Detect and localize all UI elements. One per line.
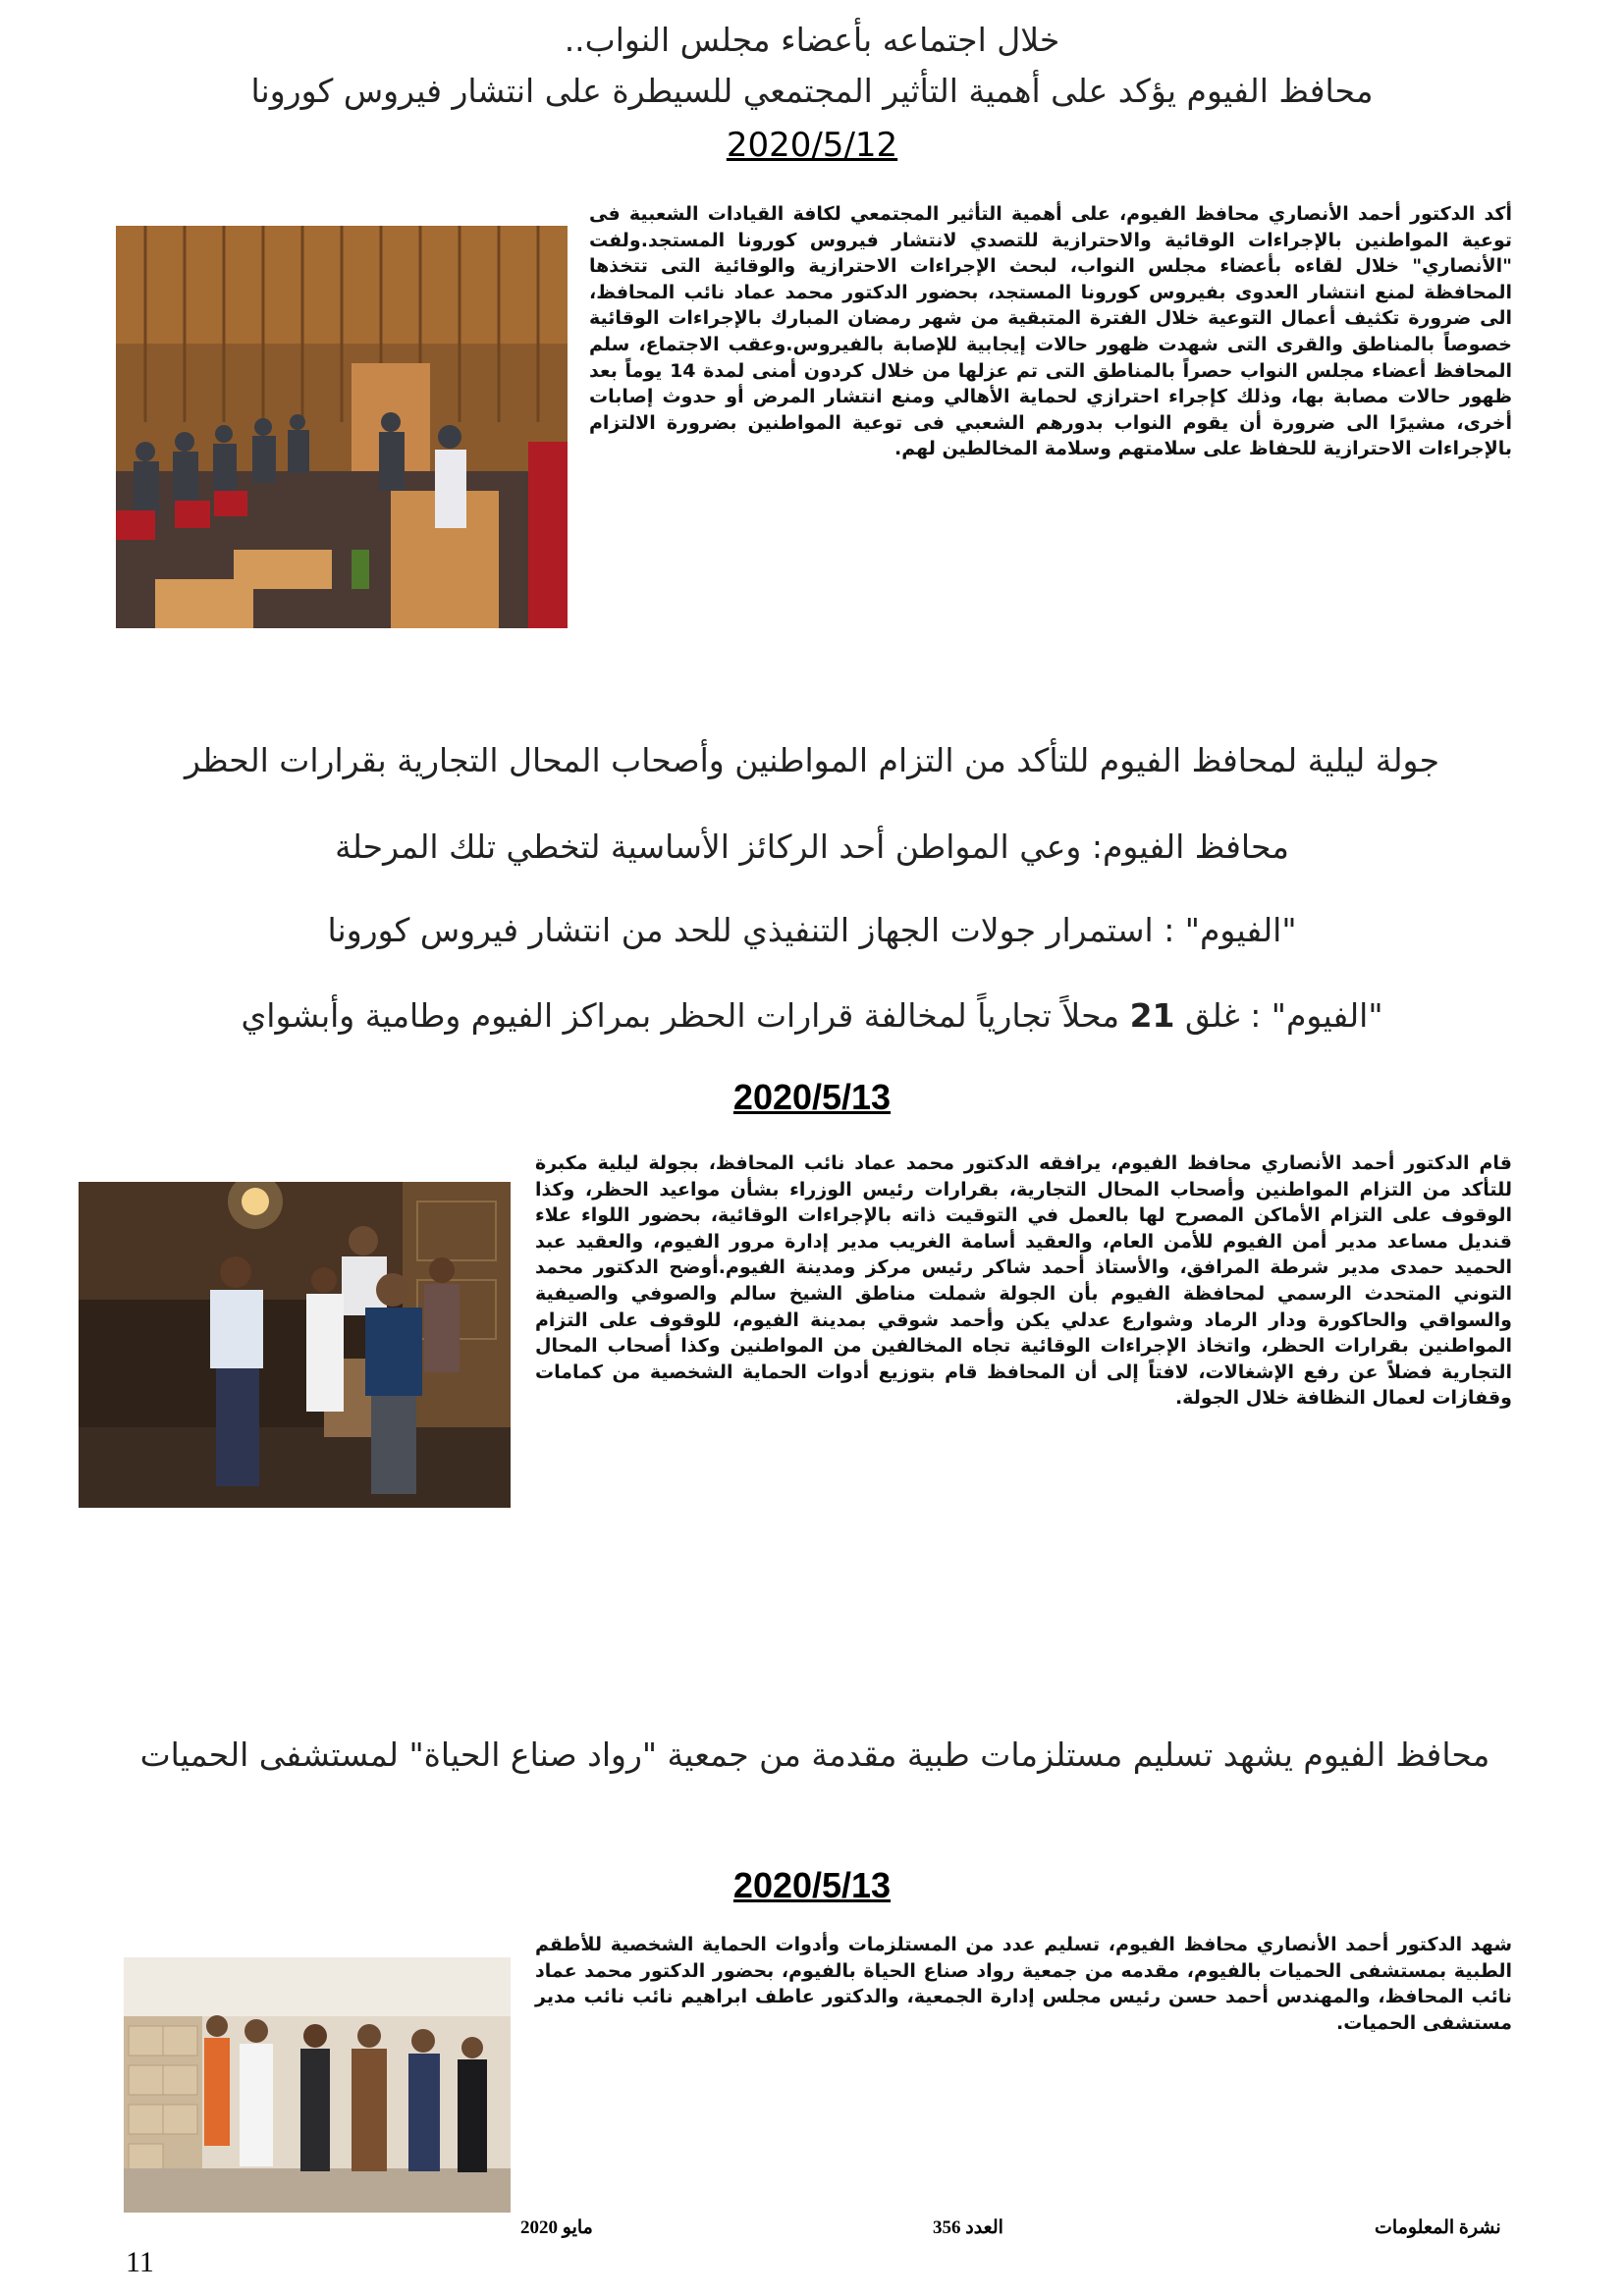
- article1-date: 2020/5/12: [726, 126, 898, 165]
- article2-body: قام الدكتور أحمد الأنصاري محافظ الفيوم، يرافقه الدكتور محمد عماد نائب المحافظ، بجولة ليلية مكبرة للتأكد من التزام المواطنين وأصحاب المحال التجارية، بقرارات رئيس الوزراء بشأن مواعيد الحظر، وكذا الوقوف على التزام الأماكن المصرح لها بالعمل في التوقيت ذاته بالإجراءات الوقائية، بحضور اللواء علاء قنديل مساعد مدير أمن الفيوم للأمن العام، والعقيد أسامة الغريب مدير إدارة مرور الفيوم، والعقيد عبد الحميد حمدى مدير شرطة المرافق، والأستاذ أحمد شاكر رئيس مركز ومدينة الفيوم.أوضح الدكتور محمد التوني المتحدث الرسمي لمحافظة الفيوم بأن الجولة شملت مناطق الشيخ سالم والصوفي والصيفية والسواقي والحاكورة ودار الرماد وشوارع عدلي يكن وأحمد شوقي بمدينة الفيوم، للوقوف على التزام المواطنين بقرارات الحظر، واتخاذ الإجراءات الوقائية تجاه المخالفين من المواطنين وكذا أصحاب المحال التجارية فضلاً عن رفع الإشغالات، لافتاً إلى أن المحافظ قام بتوزيع أدوات الحماية الشخصية من كمامات وقفازات لعمال النظافة خلال الجولة.: [535, 1152, 1512, 1410]
- footer-publication: نشرة المعلومات: [1375, 2217, 1501, 2238]
- article2-photo-night-tour: [79, 1182, 511, 1508]
- article2-headline4-number: 21: [1129, 996, 1175, 1035]
- article2-headline4-post: محلاً تجارياً لمخالفة قرارات الحظر بمراكز الفيوم وطامية وأبشواي: [241, 996, 1130, 1035]
- footer-issue: العدد 356: [933, 2217, 1003, 2238]
- page-number: 11: [126, 2246, 154, 2278]
- article2-headline1: جولة ليلية لمحافظ الفيوم للتأكد من التزام المواطنين وأصحاب المحال التجارية بقرارات الحظر: [185, 741, 1439, 779]
- article1-body: أكد الدكتور أحمد الأنصاري محافظ الفيوم، على أهمية التأثير المجتمعي لكافة القيادات الشعبية فى توعية المواطنين بالإجراءات الوقائية والاحترازية للتصدي لانتشار فيروس كورونا المستجد.ولفت "الأنصاري" خلال لقاءه بأعضاء مجلس النواب، لبحث الإجراءات الاحترازية والوقائية التى تتخذها المحافظة لمنع انتشار العدوى بفيروس كورونا المستجد، بحضور الدكتور محمد عماد نائب المحافظ، الى ضرورة تكثيف أعمال التوعية خلال الفترة المتبقية من شهر رمضان المبارك بالإجراءات الوقائية خصوصاً بالمناطق والقرى التى شهدت ظهور حالات إيجابية للإصابة بالفيروس.وعقب الاجتماع، سلم المحافظ أعضاء مجلس النواب حصراً بالمناطق التى تم عزلها من خلال كردون أمنى لمدة 14 يوماً بعد ظهور حالات مصابة بها، وذلك كإجراء احترازي لحماية الأهالي ومنع انتشار المرض أو حدوث إصابات أخرى، مشيرًا الى ضرورة أن يقوم النواب بدورهم الشعبي فى توعية المواطنين بضرورة الالتزام بالإجراءات الاحترازية للحفاظ على سلامتهم وسلامة المخالطين لهم.: [589, 203, 1512, 460]
- article1-photo-meeting: [116, 226, 568, 628]
- article3-photo-hospital: [124, 1957, 511, 2213]
- article3-headline: محافظ الفيوم يشهد تسليم مستلزمات طبية مقدمة من جمعية "رواد صناع الحياة" لمستشفى الحميات: [139, 1735, 1490, 1774]
- article1-headline1: خلال اجتماعه بأعضاء مجلس النواب..: [564, 21, 1060, 59]
- article1-headline2: محافظ الفيوم يؤكد على أهمية التأثير المجتمعي للسيطرة على انتشار فيروس كورونا: [250, 72, 1374, 110]
- article2-date: 2020/5/13: [732, 1077, 892, 1117]
- article2-headline2: محافظ الفيوم: وعي المواطن أحد الركائز الأساسية لتخطي تلك المرحلة: [335, 828, 1289, 866]
- article2-headline3: "الفيوم" : استمرار جولات الجهاز التنفيذي للحد من انتشار فيروس كورونا: [327, 911, 1297, 949]
- article3-date: 2020/5/13: [732, 1865, 892, 1905]
- footer-month: مايو 2020: [520, 2217, 593, 2238]
- article3-body: شهد الدكتور أحمد الأنصاري محافظ الفيوم، تسليم عدد من المستلزمات وأدوات الحماية الشخصية للأطقم الطبية بمستشفى الحميات بالفيوم، مقدمه من جمعية رواد صناع الحياة بالفيوم، بحضور الدكتور محمد عماد نائب المحافظ، والمهندس أحمد حسن رئيس مجلس إدارة الجمعية، والدكتور عاطف ابراهيم نائب نائب مدير مستشفى الحميات.: [535, 1934, 1512, 2034]
- article2-headline4: [88, 993, 1536, 1039]
- article2-headline4-pre: "الفيوم" : غلق: [1174, 996, 1383, 1035]
